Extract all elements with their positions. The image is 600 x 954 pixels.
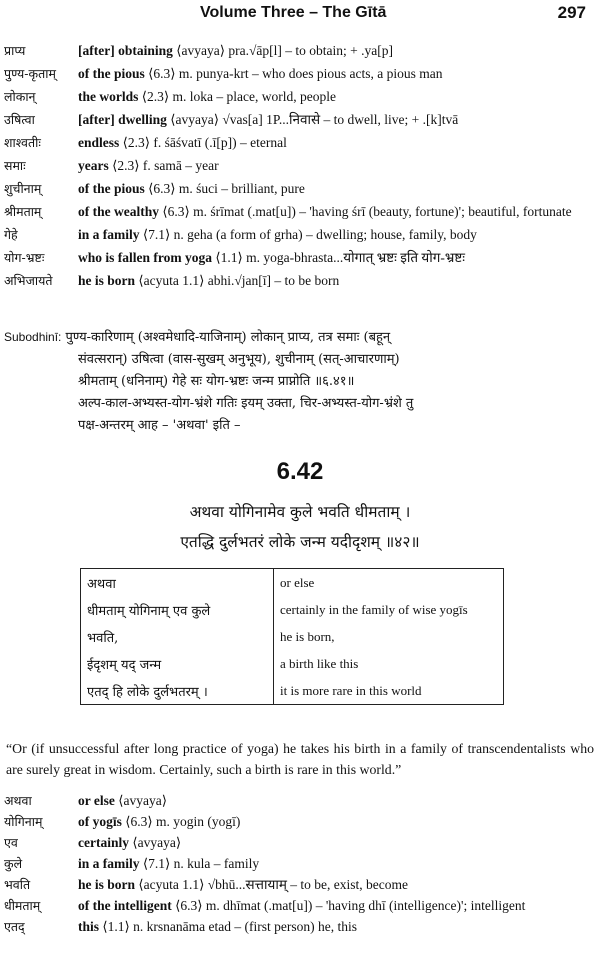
- gloss-word: प्राप्य: [4, 43, 26, 58]
- glossary-bottom: [4, 790, 594, 937]
- gloss-entry: [4, 201, 594, 224]
- subodhini-line: पक्ष-अन्तरम् आह – 'अथवा' इति –: [78, 418, 241, 433]
- gloss-entry: [4, 155, 594, 178]
- gloss-word: गेहे: [4, 227, 18, 242]
- gloss-entry: [4, 247, 594, 270]
- english-cell: a birth like this: [280, 655, 359, 671]
- gloss-detail: ⟨6.3⟩ m. yogin (yogī): [121, 814, 241, 829]
- gloss-definition: [78, 40, 594, 63]
- gloss-entry: [4, 895, 594, 916]
- glossary-top: [4, 40, 594, 293]
- gloss-term: of the pious: [78, 181, 145, 196]
- gloss-detail: ⟨2.3⟩ m. loka – place, world, people: [138, 89, 336, 104]
- gloss-word: श्रीमताम्: [4, 204, 42, 219]
- gloss-word: अथवा: [4, 793, 32, 808]
- gloss-definition: [78, 874, 594, 895]
- gloss-term: or else: [78, 793, 115, 808]
- gloss-term: the worlds: [78, 89, 139, 104]
- gloss-entry: [4, 790, 594, 811]
- gloss-definition: [78, 178, 594, 201]
- sanskrit-cell: भवति,: [81, 623, 274, 650]
- gloss-term: who is fallen from yoga: [78, 250, 212, 265]
- gloss-entry: [4, 178, 594, 201]
- subodhini-line: संवत्सरान्) उषित्वा (वास-सुखम् अनुभूय), शुचीनाम् (सत्-आचारणाम्): [78, 352, 400, 367]
- gloss-entry: [4, 811, 594, 832]
- sanskrit-cell: धीमताम् योगिनाम् एव कुले: [81, 596, 274, 623]
- gloss-detail: ⟨avyaya⟩ √vas[a] 1P...निवासे – to dwell, live; + .[k]tvā: [166, 112, 459, 127]
- gloss-word: योग-भ्रष्टः: [4, 250, 45, 265]
- sanskrit-cell: एतद् हि लोके दुर्लभतरम् ।: [81, 677, 274, 705]
- gloss-definition: [78, 811, 594, 832]
- gloss-detail: ⟨7.1⟩ n. geha (a form of grha) – dwelling; house, family, body: [139, 227, 477, 242]
- gloss-word: एतद्: [4, 919, 25, 934]
- word-meaning-table: [80, 568, 504, 705]
- gloss-definition: [78, 916, 594, 937]
- gloss-entry: [4, 853, 594, 874]
- subodhini-line: अल्प-काल-अभ्यस्त-योग-भ्रंशे गतिः इयम् उक्ता, चिर-अभ्यस्त-योग-भ्रंशे तु: [78, 396, 414, 411]
- subodhini-line: पुण्य-कारिणाम् (अश्वमेधादि-याजिनाम्) लोकान् प्राप्य, तत्र समाः (बहून्: [65, 330, 391, 345]
- gloss-entry: [4, 832, 594, 853]
- gloss-term: of yogīs: [78, 814, 122, 829]
- gloss-entry: [4, 270, 594, 293]
- english-cell: or else: [280, 574, 315, 590]
- gloss-detail: ⟨6.3⟩ m. punya-krt – who does pious acts, a pious man: [144, 66, 443, 81]
- gloss-detail: ⟨acyuta 1.1⟩ abhi.√jan[ī] – to be born: [135, 273, 340, 288]
- page-header: [0, 2, 600, 26]
- running-title: Volume Three – The Gītā: [200, 4, 387, 21]
- gloss-word: धीमताम्: [4, 898, 41, 913]
- gloss-term: [after] dwelling: [78, 112, 167, 127]
- gloss-term: endless: [78, 135, 120, 150]
- gloss-detail: ⟨avyaya⟩: [128, 835, 182, 850]
- gloss-definition: [78, 155, 594, 178]
- verse-number: 6.42: [276, 458, 324, 485]
- gloss-word: पुण्य-कृताम्: [4, 66, 56, 81]
- gloss-word: योगिनाम्: [4, 814, 43, 829]
- gloss-definition: [78, 853, 594, 874]
- english-cell: it is more rare in this world: [280, 682, 422, 698]
- gloss-entry: [4, 109, 594, 132]
- gloss-word: अभिजायते: [4, 273, 53, 288]
- sanskrit-cell: ईदृशम् यद् जन्म: [81, 650, 274, 677]
- gloss-definition: [78, 86, 594, 109]
- gloss-term: in a family: [78, 856, 140, 871]
- gloss-word: भवति: [4, 877, 31, 892]
- verse-line: अथवा योगिनामेव कुले भवति धीमताम् ।: [189, 503, 411, 521]
- gloss-term: this: [78, 919, 100, 934]
- gloss-entry: [4, 874, 594, 895]
- gloss-term: of the pious: [78, 66, 145, 81]
- gloss-definition: [78, 63, 594, 86]
- gloss-term: in a family: [78, 227, 140, 242]
- gloss-term: he is born: [78, 273, 136, 288]
- gloss-word: लोकान्: [4, 89, 36, 104]
- gloss-detail: ⟨2.3⟩ f. samā – year: [108, 158, 219, 173]
- gloss-entry: [4, 132, 594, 155]
- gloss-term: years: [78, 158, 109, 173]
- english-cell: certainly in the family of wise yogīs: [280, 601, 468, 617]
- gloss-word: उषित्वा: [4, 112, 35, 127]
- gloss-word: शुचीनाम्: [4, 181, 42, 196]
- gloss-definition: [78, 895, 594, 916]
- gloss-detail: ⟨avyaya⟩ pra.√āp[l] – to obtain; + .ya[p]: [172, 43, 393, 58]
- table-row: [81, 623, 504, 650]
- gloss-detail: ⟨2.3⟩ f. śāśvatī (.ī[p]) – eternal: [119, 135, 287, 150]
- gloss-detail: ⟨6.3⟩ m. dhīmat (.mat[u]) – 'having dhī (intelligence)'; intelligent: [171, 898, 526, 913]
- page-number: 297: [557, 3, 586, 22]
- table-row: [81, 650, 504, 677]
- subodhini-commentary: [4, 326, 596, 437]
- gloss-definition: [78, 832, 594, 853]
- gloss-term: of the intelligent: [78, 898, 172, 913]
- translation: “Or (if unsuccessful after long practice of yoga) he takes his birth in a family of transcendentalists who are surely great in wisdom. Certainly, such a birth is rare in this world.”: [6, 741, 594, 777]
- gloss-detail: ⟨1.1⟩ n. krsnanāma etad – (first person) he, this: [99, 919, 357, 934]
- gloss-definition: [78, 132, 594, 155]
- gloss-term: he is born: [78, 877, 136, 892]
- gloss-entry: [4, 86, 594, 109]
- gloss-detail: ⟨avyaya⟩: [114, 793, 168, 808]
- gloss-entry: [4, 224, 594, 247]
- gloss-definition: [78, 109, 594, 132]
- gloss-term: [after] obtaining: [78, 43, 173, 58]
- gloss-detail: ⟨1.1⟩ m. yoga-bhrasta...योगात् भ्रष्टः इति योग-भ्रष्टः: [212, 250, 465, 265]
- sanskrit-cell: अथवा: [81, 569, 274, 597]
- gloss-detail: ⟨6.3⟩ m. śrīmat (.mat[u]) – 'having śrī (beauty, fortune)'; beautiful, fortunate: [159, 204, 572, 219]
- gloss-entry: [4, 63, 594, 86]
- gloss-entry: [4, 916, 594, 937]
- gloss-word: एव: [4, 835, 18, 850]
- subodhini-line: श्रीमताम् (धनिनाम्) गेहे सः योग-भ्रष्टः जन्म प्राप्नोति ॥६.४१॥: [78, 374, 355, 389]
- subodhini-label: Subodhinī:: [4, 330, 62, 344]
- gloss-term: certainly: [78, 835, 129, 850]
- gloss-detail: ⟨6.3⟩ m. śuci – brilliant, pure: [144, 181, 305, 196]
- gloss-detail: ⟨acyuta 1.1⟩ √bhū...सत्तायाम् – to be, exist, become: [135, 877, 409, 892]
- gloss-detail: ⟨7.1⟩ n. kula – family: [139, 856, 260, 871]
- table-row: [81, 677, 504, 705]
- table-row: [81, 569, 504, 597]
- gloss-definition: [78, 201, 594, 224]
- gloss-term: of the wealthy: [78, 204, 159, 219]
- gloss-definition: [78, 247, 594, 270]
- gloss-definition: [78, 790, 594, 811]
- gloss-definition: [78, 270, 594, 293]
- gloss-word: कुले: [4, 856, 23, 871]
- table-row: [81, 596, 504, 623]
- english-cell: he is born,: [280, 628, 335, 644]
- verse-line: एतद्धि दुर्लभतरं लोके जन्म यदीदृशम् ॥४२॥: [180, 533, 420, 551]
- gloss-word: समाः: [4, 158, 26, 173]
- gloss-entry: [4, 40, 594, 63]
- gloss-definition: [78, 224, 594, 247]
- gloss-word: शाश्वतीः: [4, 135, 41, 150]
